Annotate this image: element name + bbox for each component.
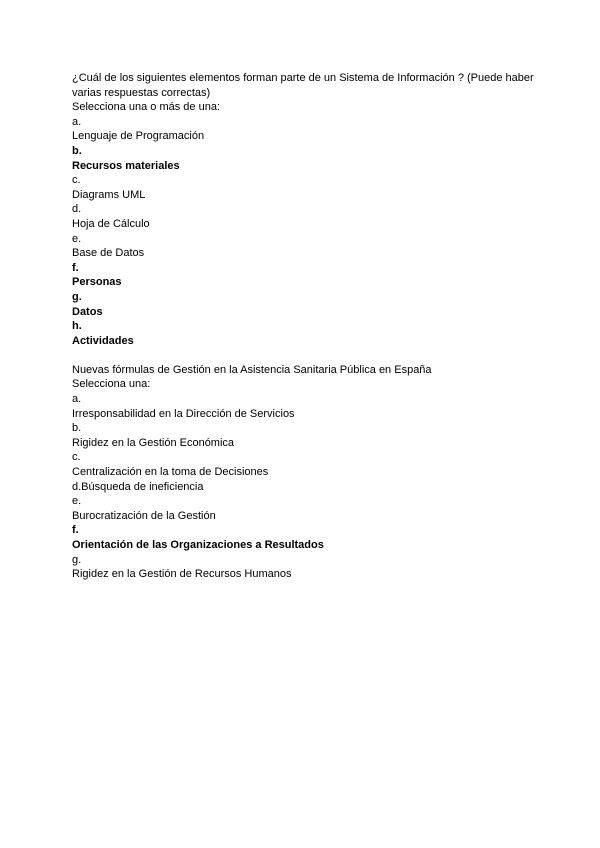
q2-option-f-letter: f. <box>72 524 79 537</box>
question-2-instruction: Selecciona una: <box>72 378 151 391</box>
q1-option-d-letter: d. <box>72 203 82 216</box>
q1-option-g-letter: g. <box>72 290 82 303</box>
q2-option-g-text: Rigidez en la Gestión de Recursos Humanos <box>72 568 292 581</box>
question-1-text: ¿Cuál de los siguientes elementos forman parte de un Sistema de Información ? (Puede haber varias respuestas correctas) <box>72 72 534 99</box>
q2-option-e-text: Burocratización de la Gestión <box>72 509 216 522</box>
question-spacer <box>72 348 542 363</box>
q2-option-a-letter: a. <box>72 393 82 406</box>
q2-option-c-text: Centralización en la toma de Decisiones <box>72 466 269 479</box>
q1-option-c-text: Diagrams UML <box>72 188 146 201</box>
document-page <box>72 71 542 582</box>
q1-option-e-text: Base de Datos <box>72 247 145 260</box>
q1-option-h-letter: h. <box>72 320 82 333</box>
q1-option-b-letter: b. <box>72 144 82 157</box>
q2-option-a-text: Irresponsabilidad en la Dirección de Servicios <box>72 407 295 420</box>
q2-option-e-letter: e. <box>72 495 82 508</box>
q2-option-d-combined: d.Búsqueda de ineficiencia <box>72 480 204 493</box>
q1-option-b-text: Recursos materiales <box>72 159 180 172</box>
q1-option-d-text: Hoja de Cálculo <box>72 217 150 230</box>
question-1-instruction: Selecciona una o más de una: <box>72 101 220 114</box>
q2-option-g-letter: g. <box>72 553 82 566</box>
q1-option-f-letter: f. <box>72 261 79 274</box>
q1-option-c-letter: c. <box>72 174 81 187</box>
q1-option-a-letter: a. <box>72 115 82 128</box>
q1-option-f-text: Personas <box>72 276 122 289</box>
q1-option-e-letter: e. <box>72 232 82 245</box>
q1-option-g-text: Datos <box>72 305 103 318</box>
q2-option-f-text: Orientación de las Organizaciones a Resultados <box>72 539 324 551</box>
q2-option-b-letter: b. <box>72 422 82 435</box>
question-2-text: Nuevas fórmulas de Gestión en la Asistencia Sanitaria Pública en España <box>72 363 432 376</box>
q2-option-c-letter: c. <box>72 451 81 464</box>
q1-option-a-text: Lenguaje de Programación <box>72 130 205 143</box>
q2-option-b-text: Rigidez en la Gestión Económica <box>72 436 235 449</box>
q1-option-h-text: Actividades <box>72 334 134 347</box>
